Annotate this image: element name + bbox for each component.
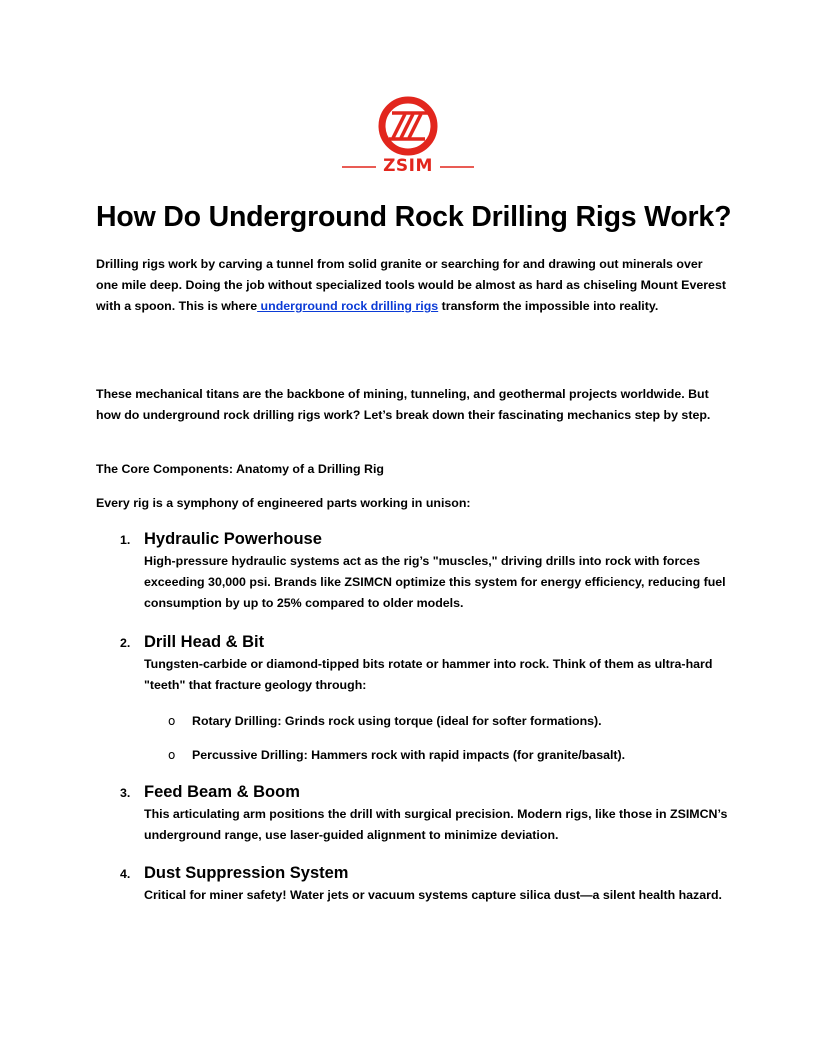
- list-body: Tungsten-carbide or diamond-tipped bits rotate or hammer into rock. Think of them as ultra-hard "teeth" that fracture geology through:: [144, 657, 713, 692]
- page-title: How Do Underground Rock Drilling Rigs Work?: [96, 201, 732, 233]
- zsim-logo: [338, 90, 478, 182]
- list-body: This articulating arm positions the drill with surgical precision. Modern rigs, like those in ZSIMCN’s underground range, use laser-guided alignment to minimize deviation.: [144, 807, 728, 842]
- intro-text: Drilling rigs work by carving a tunnel from solid granite or searching for and drawing out minerals over one mile deep. Doing the job without specialized tools would be almost as hard as chiseling Mount Everest with a spoon. This is where: [96, 257, 726, 313]
- list-number: 3.: [120, 786, 131, 800]
- list-heading: Drill Head & Bit: [144, 633, 265, 651]
- list-heading: Feed Beam & Boom: [144, 783, 300, 801]
- list-item: [96, 781, 736, 851]
- list-item: [96, 631, 736, 701]
- logo-wordmark: ZSIM: [383, 156, 433, 176]
- underground-rigs-link[interactable]: underground rock drilling rigs: [257, 299, 439, 313]
- lead-paragraph: Every rig is a symphony of engineered parts working in unison:: [96, 496, 471, 510]
- list-item: [96, 862, 736, 932]
- bullet-icon: o: [168, 714, 176, 728]
- list-item: [96, 528, 736, 618]
- intro-paragraph: [96, 254, 728, 317]
- list-number: 4.: [120, 867, 131, 881]
- bullet-icon: o: [168, 748, 176, 762]
- list-heading: Hydraulic Powerhouse: [144, 530, 322, 548]
- sub-list-text: Rotary Drilling: Grinds rock using torque (ideal for softer formations).: [192, 714, 602, 728]
- section-label: The Core Components: Anatomy of a Drilling Rig: [96, 462, 384, 476]
- list-heading: Dust Suppression System: [144, 864, 349, 882]
- list-number: 1.: [120, 533, 131, 547]
- intro-text-end: transform the impossible into reality.: [438, 299, 659, 313]
- sub-list-text: Percussive Drilling: Hammers rock with rapid impacts (for granite/basalt).: [192, 748, 626, 762]
- overview-paragraph: These mechanical titans are the backbone of mining, tunneling, and geothermal projects worldwide. But how do underground rock drilling rigs work? Let’s break down their fascinating mechanics step by step.: [96, 387, 711, 422]
- list-body: Critical for miner safety! Water jets or vacuum systems capture silica dust—a silent health hazard.: [144, 888, 722, 902]
- list-body: High-pressure hydraulic systems act as the rig’s "muscles," driving drills into rock with forces exceeding 30,000 psi. Brands like ZSIMCN optimize this system for energy efficiency, reducing fuel consumption by up to 25% compared to older models.: [144, 554, 726, 610]
- list-number: 2.: [120, 636, 131, 650]
